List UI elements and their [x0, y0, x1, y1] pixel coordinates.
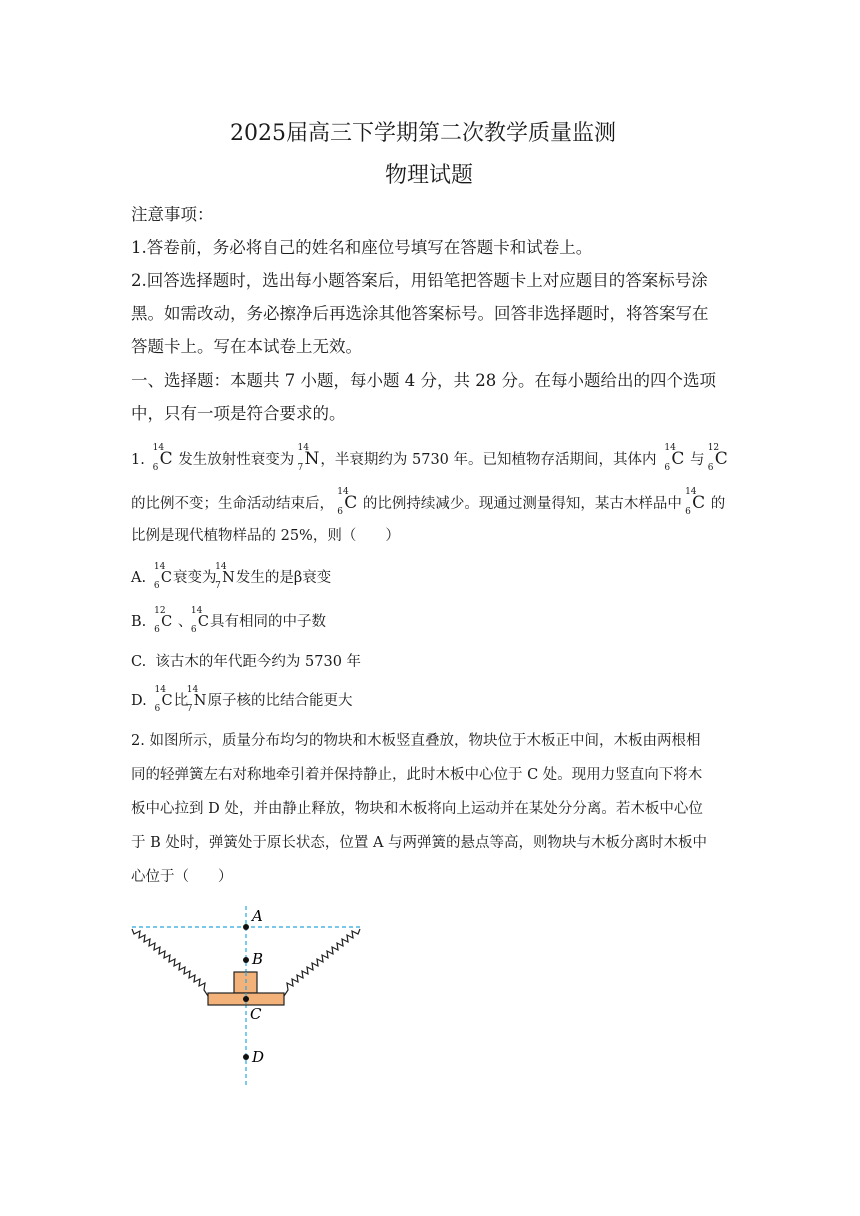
q1-line-3: 比例是现代植物样品的 25%，则（ ）	[131, 528, 400, 544]
nuclide-c12: 12 6 C	[154, 606, 173, 635]
point-a	[243, 924, 249, 930]
label-a: A	[252, 907, 263, 925]
section-heading-line-1: 一、选择题：本题共 7 小题，每小题 4 分，共 28 分。在每小题给出的四个选项	[131, 371, 716, 390]
nuclide-c14: 14 6 C	[337, 487, 358, 517]
q1-number: 1.	[131, 452, 145, 468]
section-heading-line-2: 中，只有一项是符合要求的。	[131, 404, 346, 423]
exam-title: 2025届高三下学期第二次教学质量监测	[230, 121, 616, 146]
notice-item-2-line-1: 2.回答选择题时，选出每小题答案后，用铅笔把答题卡上对应题目的答案标号涂	[131, 271, 708, 290]
nuclide-c14: 14 6 C	[153, 562, 173, 591]
point-c	[243, 996, 249, 1002]
nuclide-c14: 14 6 C	[152, 443, 173, 473]
label-d: D	[252, 1048, 265, 1066]
point-d	[243, 1054, 249, 1060]
nuclide-c14: 14 6 C	[190, 606, 210, 635]
q2-line-2: 同的轻弹簧左右对称地牵引着并保持静止，此时木板中心位于 C 处。现用力竖直向下将木	[131, 767, 703, 783]
q2-line-1: 2. 如图所示，质量分布均匀的物块和木板竖直叠放，物块位于木板正中间，木板由两根相	[131, 733, 701, 749]
nuclide-c12: 12 6 C	[707, 443, 728, 473]
nuclide-c14: 14 6 C	[154, 685, 173, 714]
q1-line-1: 1. 14 6 C 发生放射性衰变为 14 7 N，半衰期约为 5730 年。已知植物存活期间，其体内 14 6 C 与 12 6 C	[131, 443, 728, 473]
q2-line-3: 板中心拉到 D 处，并由静止释放，物块和木板将向上运动并在某处分分离。若木板中心位	[131, 801, 703, 817]
notice-heading: 注意事项：	[131, 205, 214, 224]
point-b	[243, 957, 249, 963]
label-c: C	[250, 1005, 262, 1023]
notice-item-1: 1.答卷前，务必将自己的姓名和座位号填写在答题卡和试卷上。	[131, 238, 593, 257]
nuclide-n14: 14 7 N	[215, 562, 235, 591]
q2-line-5: 心位于（ ）	[131, 869, 233, 885]
spring-board-figure	[120, 900, 380, 1095]
label-b: B	[252, 950, 264, 968]
nuclide-c14: 14 6 C	[685, 487, 706, 517]
q1-option-d: D. 14 6 C比 14 7 N原子核的比结合能更大	[131, 685, 353, 714]
nuclide-c14: 14 6 C	[664, 443, 685, 473]
nuclide-n14: 14 7 N	[297, 443, 320, 473]
q1-option-a: A. 14 6 C衰变为 14 7 N发生的是β衰变	[131, 562, 332, 591]
q2-line-4: 于 B 处时，弹簧处于原长状态，位置 A 与两弹簧的悬点等高，则物块与木板分离时木板中	[131, 835, 708, 851]
notice-item-2-line-3: 答题卡上。写在本试卷上无效。	[131, 337, 362, 356]
right-spring	[284, 929, 360, 996]
left-spring	[132, 929, 208, 996]
nuclide-n14: 14 7 N	[186, 685, 207, 714]
q1-line-2: 的比例不变；生命活动结束后， 14 6 C 的比例持续减少。现通过测量得知，某古木样品中 14 6 C 的	[131, 487, 726, 517]
exam-subtitle: 物理试题	[385, 163, 474, 188]
q1-option-c: C. 该古木的年代距今约为 5730 年	[131, 654, 362, 670]
notice-item-2-line-2: 黑。如需改动，务必擦净后再选涂其他答案标号。回答非选择题时，将答案写在	[131, 304, 709, 323]
q1-option-b: B. 12 6 C 、 14 6 C具有相同的中子数	[131, 606, 327, 635]
